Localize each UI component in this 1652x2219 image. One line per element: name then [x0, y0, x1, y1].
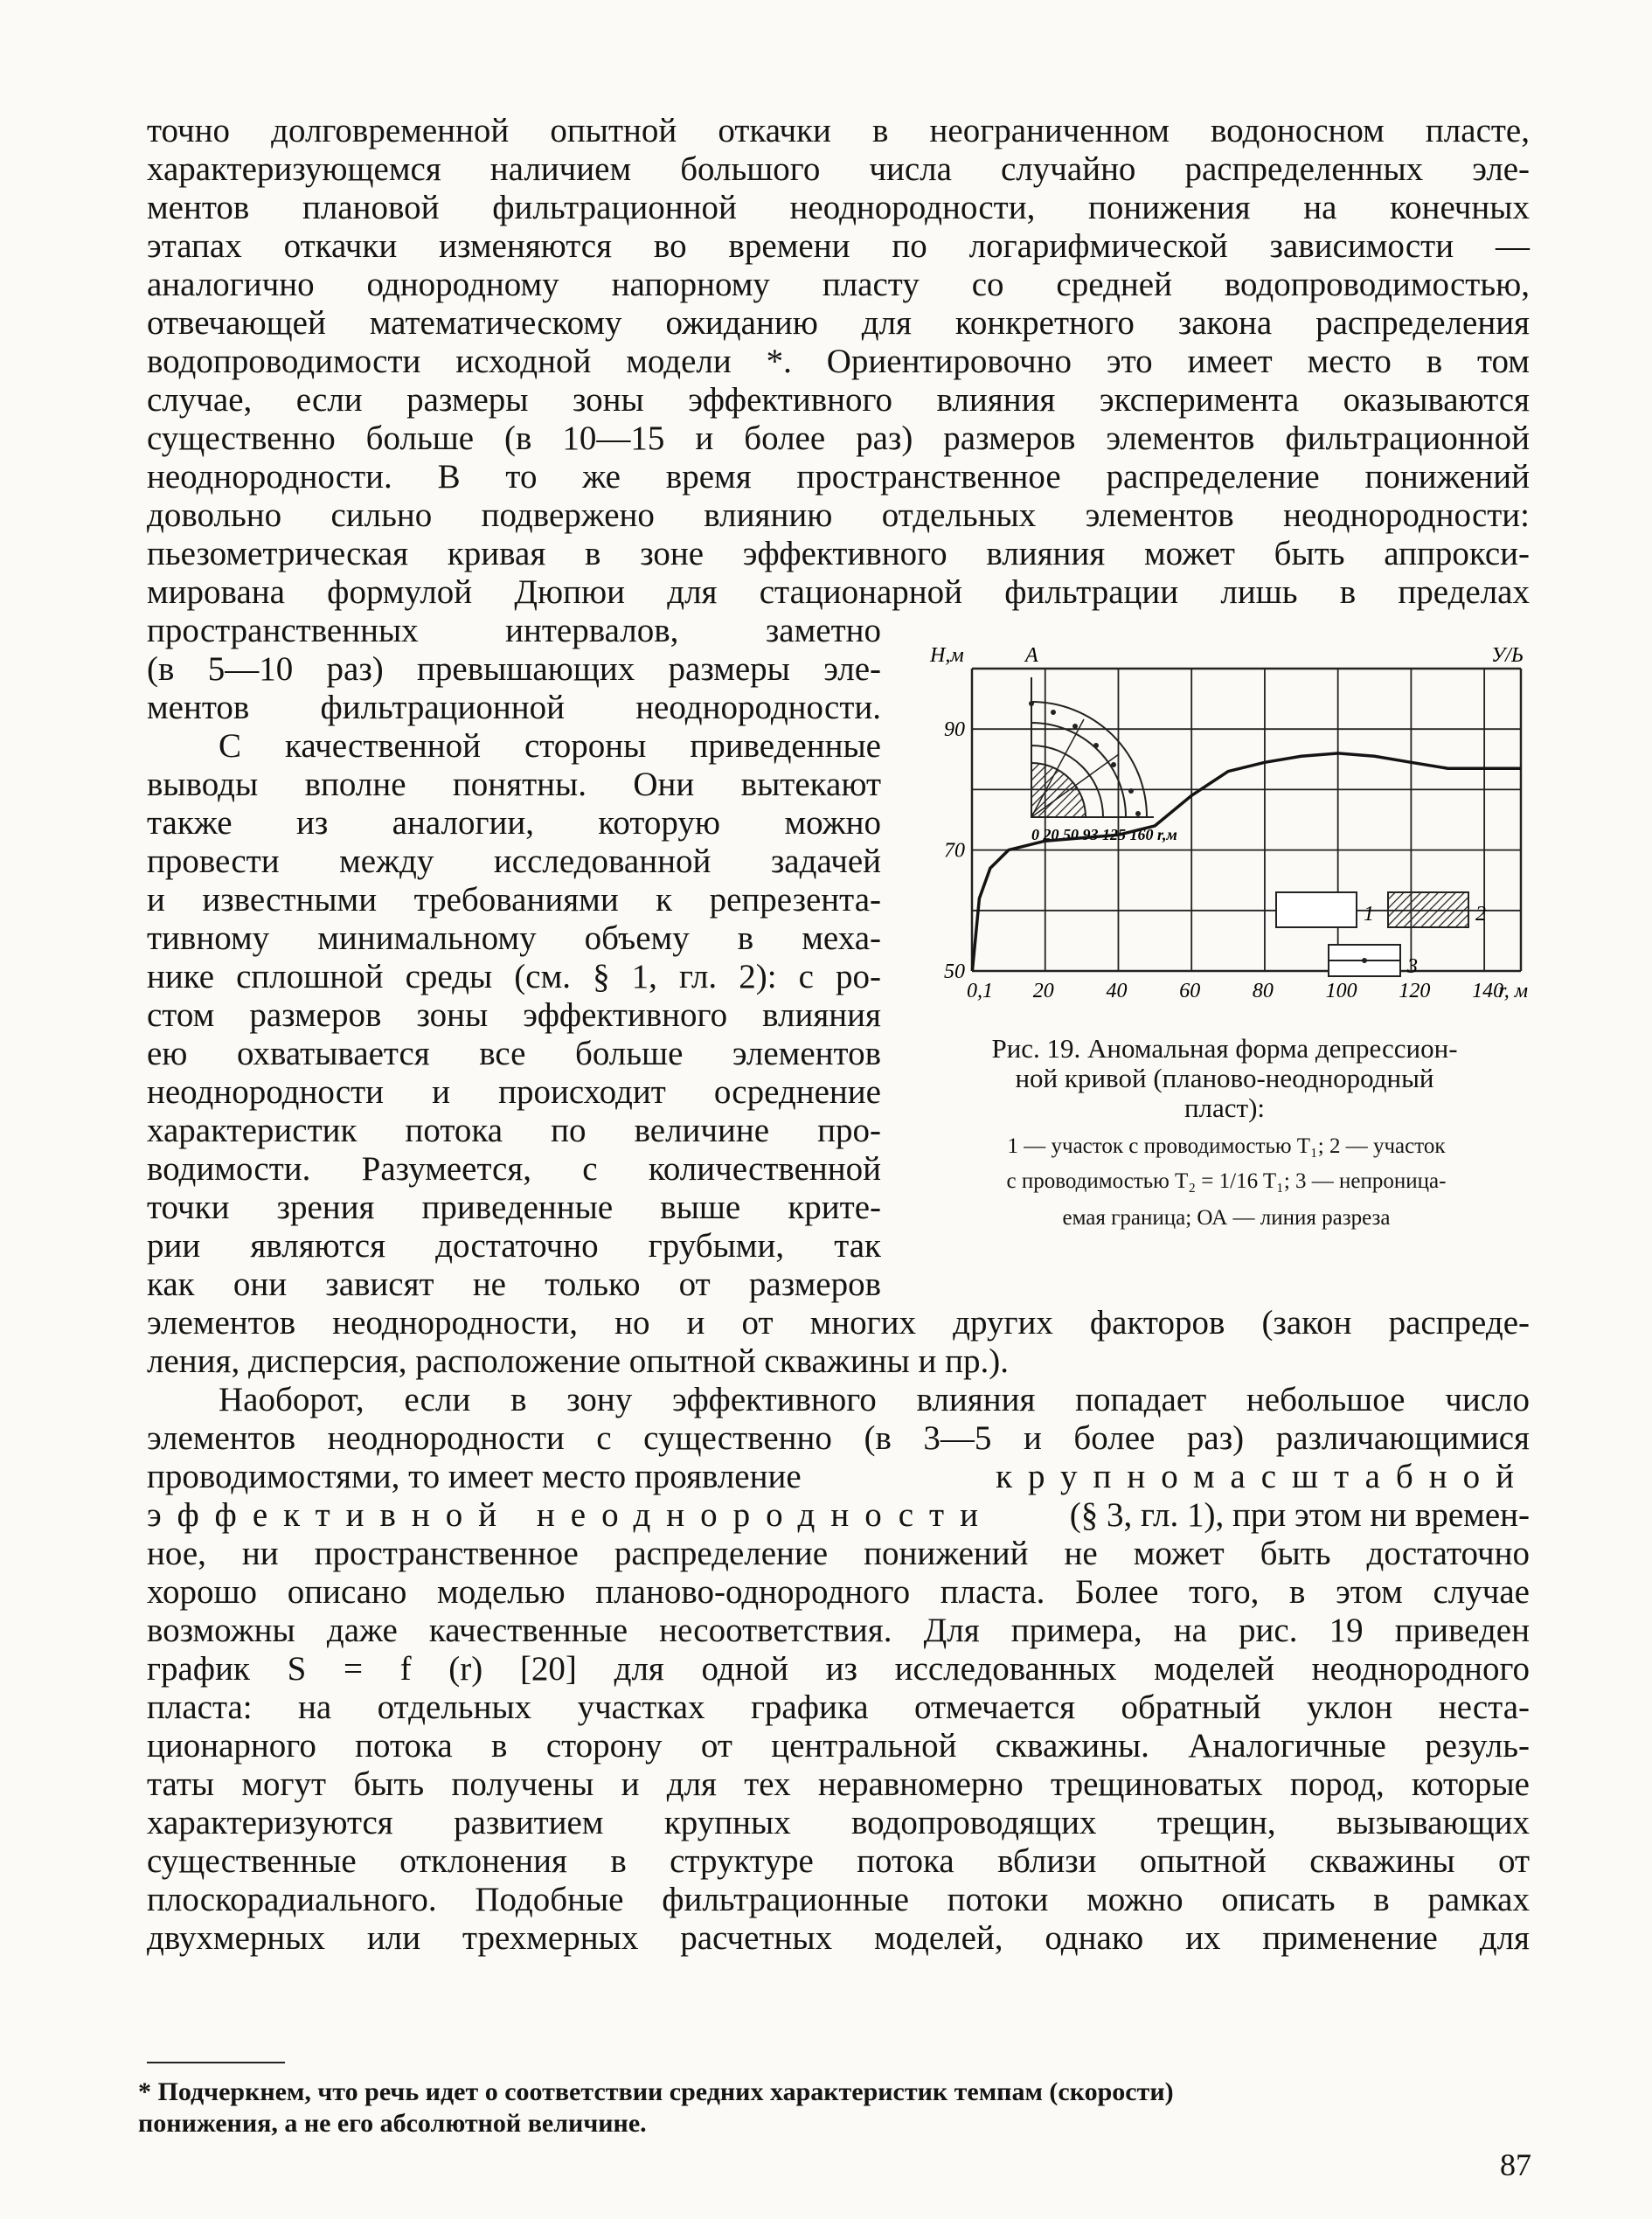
point-a-label: А [1025, 644, 1038, 667]
text-line: рии являются достаточно грубыми, так [147, 1227, 881, 1265]
text-line: случае, если размеры зоны эффективного влияния эксперимента оказываются [147, 381, 1530, 419]
text-line: этапах откачки изменяются во времени по логарифмической зависимости — [147, 227, 1530, 265]
text-line: график S = f (r) [20] для одной из исследованных моделей неоднородного [147, 1650, 1530, 1688]
legend-label-3: 3 [1407, 955, 1418, 978]
text-line: элементов неоднородности с существенно (в 3—5 и более раз) различающимися [147, 1419, 1530, 1457]
legend-box-1 [1276, 892, 1357, 927]
y-tick-label: 70 [944, 839, 965, 863]
text-line: элементов неоднородности, но и от многих других факторов (закон распреде- [147, 1304, 1530, 1342]
x-tick-label: 120 [1399, 980, 1431, 1002]
figure-caption-legend: 1 — участок с проводимостью T₁; 2 — участок [1007, 1134, 1446, 1158]
y-tick-labels [944, 718, 965, 983]
x-tick-labels [967, 980, 1528, 1002]
text-line: также из аналогии, которую можно [147, 804, 881, 842]
text-line: Наоборот, если в зону эффективного влияния попадает небольшое число [219, 1381, 1530, 1418]
emphasis-spaced: крупномасштабной [996, 1458, 1530, 1495]
text-line: ею охватывается все больше элементов [147, 1035, 881, 1072]
text-line: неоднородности и происходит осреднение [147, 1073, 881, 1111]
footnote-rule [147, 2062, 285, 2063]
text-line: и известными требованиями к репрезента- [147, 881, 881, 919]
inset-sector-diagram [1029, 677, 1177, 843]
text-line: ментов фильтрационной неоднородности. [147, 689, 881, 726]
legend-label-2: 2 [1475, 903, 1486, 926]
text-line: ления, дисперсия, расположение опытной скважины и пр.). [147, 1342, 1009, 1380]
text-line: возможны даже качественные несоответствия. Для примера, на рис. 19 приведен [147, 1612, 1530, 1649]
figure-caption-title: пласт): [1183, 1092, 1266, 1123]
text-line: плоскорадиального. Подобные фильтрационные потоки можно описать в рамках [147, 1881, 1530, 1918]
x-tick-label: 20 [1032, 980, 1054, 1002]
text-line: пьезометрическая кривая в зоне эффективного влияния может быть аппрокси- [147, 535, 1530, 572]
legend [1276, 892, 1486, 978]
text-line: характеризуются развитием крупных водопроводящих трещин, вызывающих [147, 1804, 1530, 1841]
text-line: пространственных интервалов, заметно [147, 612, 881, 649]
x-axis-label: r, м [1498, 980, 1529, 1002]
x-tick-label: 60 [1179, 980, 1201, 1002]
y-tick-label: 90 [944, 718, 965, 742]
x-tick-label: 0,1 [967, 980, 993, 1002]
text-line: стом размеров зоны эффективного влияния [147, 996, 881, 1034]
depression-curve-chart [909, 642, 1537, 1027]
text-line: характеристик потока по величине про- [147, 1112, 881, 1149]
x-tick-label: 40 [1106, 980, 1128, 1002]
y-tick-label: 50 [944, 960, 965, 983]
legend-box-2 [1388, 892, 1468, 927]
text-line: существенные отклонения в структуре потока вблизи опытной скважины от [147, 1842, 1530, 1880]
y-axis-label: Н,м [930, 644, 964, 667]
text-line: (в 5—10 раз) превышающих размеры эле- [147, 650, 881, 688]
text-line: провести между исследованной задачей [147, 843, 881, 880]
text-line: как они зависят не только от размеров [147, 1266, 881, 1303]
footnote-line: * Подчеркнем, что речь идет о соответствии средних характеристик темпам (скорости) [138, 2077, 1174, 2106]
figure-caption-legend: емая граница; ОА — линия разреза [1062, 1206, 1391, 1230]
right-axis-label: У/Ь [1491, 644, 1524, 667]
emphasis-spaced: эффективной неоднородности [147, 1496, 994, 1534]
text-line: характеризующемся наличием большого числа случайно распределенных эле- [147, 150, 1530, 188]
text-line: выводы вполне понятны. Они вытекают [147, 766, 881, 803]
text-line: водопроводимости исходной модели *. Ориентировочно это имеет место в том [147, 343, 1530, 380]
text-line: таты могут быть получены и для тех неравномерно трещиноватых пород, которые [147, 1765, 1530, 1803]
page-number: 87 [1500, 2147, 1531, 2182]
text-line: С качественной стороны приведенные [219, 727, 881, 765]
text-line: неоднородности. В то же время пространственное распределение понижений [147, 458, 1530, 496]
figure-caption-title: Рис. 19. Аномальная форма депрессион- [991, 1033, 1458, 1064]
x-tick-label: 140 [1472, 980, 1504, 1002]
x-tick-label: 80 [1252, 980, 1274, 1002]
text-line: довольно сильно подвержено влиянию отдельных элементов неоднородности: [147, 496, 1530, 534]
text-line: тивному минимальному объему в меха- [147, 919, 881, 957]
text-line: ментов плановой фильтрационной неоднородности, понижения на конечных [147, 189, 1530, 226]
text-line: точки зрения приведенные выше крите- [147, 1189, 881, 1226]
text-line: водимости. Разумеется, с количественной [147, 1150, 881, 1188]
text-line: мирована формулой Дюпюи для стационарной фильтрации лишь в пределах [147, 573, 1530, 611]
text-line: ционарного потока в сторону от центральной скважины. Аналогичные резуль- [147, 1727, 1530, 1765]
text-line: ное, ни пространственное распределение понижений не может быть достаточно [147, 1535, 1530, 1572]
figure-caption-legend: с проводимостью T₂ = 1/16 T₁; 3 — непроница- [1006, 1169, 1447, 1193]
figure-caption-title: ной кривой (планово-неоднородный [1015, 1063, 1434, 1093]
footnote-line: понижения, а не его абсолютной величине. [138, 2109, 647, 2138]
text-span: проводимостями, то имеет место проявление [147, 1458, 802, 1495]
low-conductivity-sector [1031, 763, 1086, 817]
text-line: аналогично однородному напорному пласту со средней водопроводимостью, [147, 266, 1530, 303]
text-line: существенно больше (в 10—15 и более раз) размеров элементов фильтрационной [147, 420, 1530, 457]
text-line: точно долговременной опытной откачки в неограниченном водоносном пласте, [147, 112, 1530, 149]
text-line: отвечающей математическому ожиданию для конкретного закона распределения [147, 304, 1530, 342]
text-line [147, 1458, 1530, 1495]
figure-19 [909, 642, 1537, 1031]
text-line [147, 1496, 1530, 1534]
text-line: пласта: на отдельных участках графика отмечается обратный уклон неста- [147, 1689, 1530, 1726]
x-tick-label: 100 [1325, 980, 1357, 1002]
legend-label-1: 1 [1364, 903, 1374, 926]
inset-tick-labels: 0 20 50 93 125 160 r,м [1031, 826, 1177, 843]
text-span: (§ 3, гл. 1), при этом ни времен- [1069, 1496, 1530, 1534]
text-line: нике сплошной среды (см. § 1, гл. 2): с ро- [147, 958, 881, 995]
text-line: двухмерных или трехмерных расчетных моделей, однако их применение для [147, 1919, 1530, 1957]
text-line: хорошо описано моделью планово-однородного пласта. Более того, в этом случае [147, 1573, 1530, 1611]
